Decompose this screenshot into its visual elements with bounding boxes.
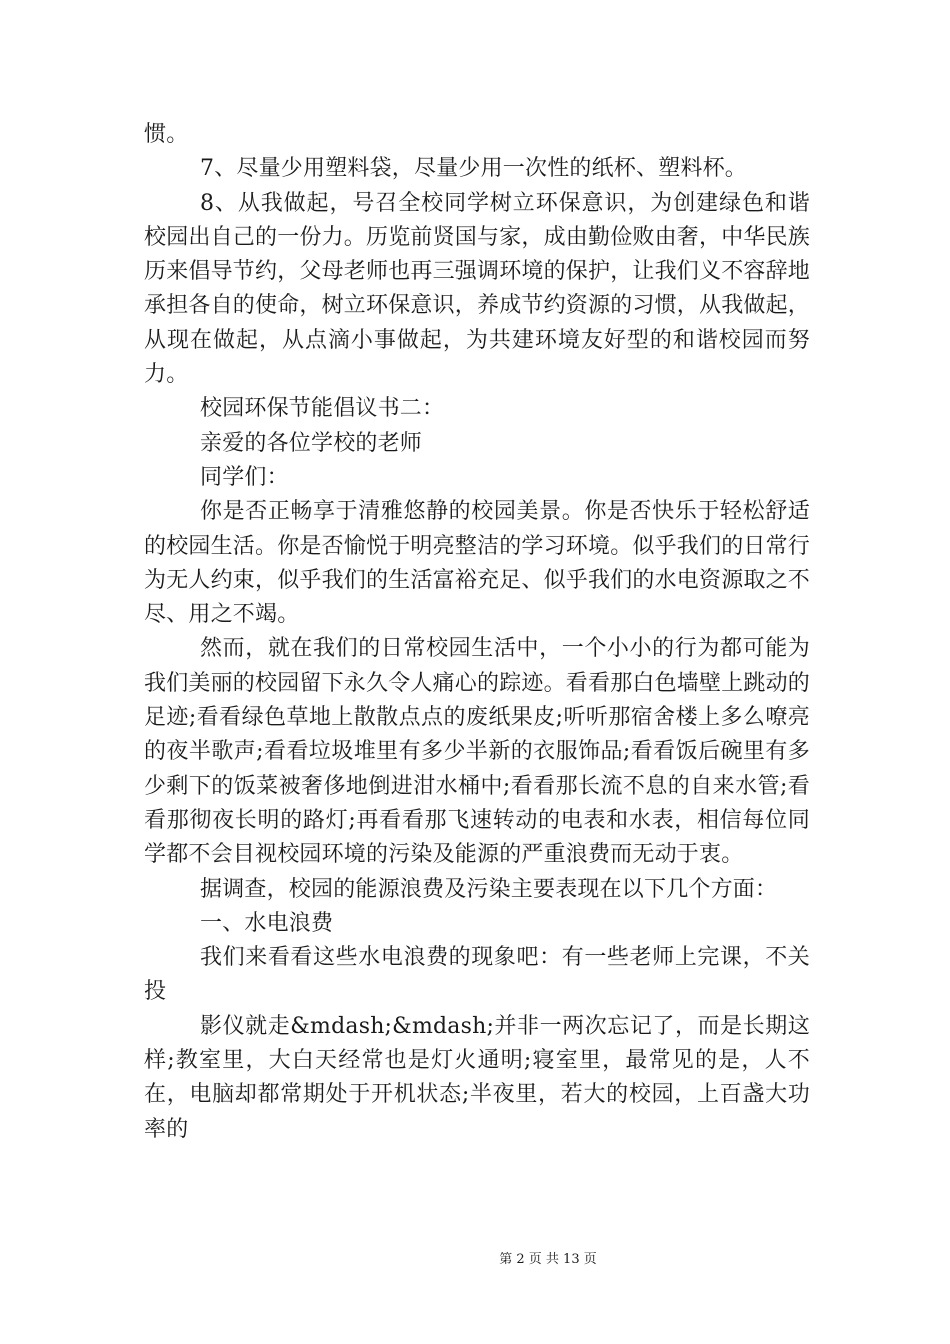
paragraph-10: 一、水电浪费 — [200, 910, 334, 936]
paragraph-6: 同学们： — [200, 464, 289, 490]
paragraph-7: 你是否正畅享于清雅悠静的校园美景。你是否快乐于轻松舒适的校园生活。你是否愉悦于明亮整洁的学习环境。似乎我们的日常行为无人约束，似乎我们的生活富裕充足、似乎我们的水电资源取之不尽、用之不竭。 — [144, 499, 811, 628]
paragraph-3: 8、从我做起，号召全校同学树立环保意识，为创建绿色和谐校园出自己的一份力。历览前贤国与家，成由勤俭败由奢，中华民族历来倡导节约，父母老师也再三强调环境的保护，让我们义不容辞地承担各自的使命，树立环保意识，养成节约资源的习惯，从我做起，从现在做起，从点滴小事做起，为共建环境友好型的和谐校园而努力。 — [144, 190, 811, 388]
paragraph-1: 惯。 — [144, 122, 189, 147]
paragraph-2: 7、尽量少用塑料袋，尽量少用一次性的纸杯、塑料杯。 — [200, 156, 747, 182]
paragraph-4: 校园环保节能倡议书二： — [200, 396, 445, 422]
paragraph-12: 影仪就走&mdash;&mdash;并非一两次忘记了，而是长期这样;教室里，大白天经常也是灯火通明;寝室里，最常见的是，人不在，电脑却都常期处于开机状态;半夜里，若大的校园，上百盏大功率的 — [144, 1013, 810, 1142]
paragraph-9: 据调查，校园的能源浪费及污染主要表现在以下几个方面： — [200, 876, 778, 902]
paragraph-8: 然而，就在我们的日常校园生活中，一个小小的行为都可能为我们美丽的校园留下永久令人痛心的踪迹。看看那白色墙壁上跳动的足迹;看看绿色草地上散散点点的废纸果皮;听听那宿舍楼上多么嘹亮的夜半歌声;看看垃圾堆里有多少半新的衣服饰品;看看饭后碗里有多少剩下的饭菜被奢侈地倒进泔水桶中;看看那长流不息的自来水管;看看那彻夜长明的路灯;再看看那飞速转动的电表和水表，相信每位同学都不会目视校园环境的污染及能源的严重浪费而无动于衷。 — [144, 636, 811, 868]
document-body — [144, 118, 810, 1147]
paragraph-5: 亲爱的各位学校的老师 — [200, 430, 423, 456]
paragraph-11: 我们来看看这些水电浪费的现象吧：有一些老师上完课，不关投 — [144, 945, 810, 1005]
page-footer: 第 2 页 共 13 页 — [499, 1252, 597, 1267]
